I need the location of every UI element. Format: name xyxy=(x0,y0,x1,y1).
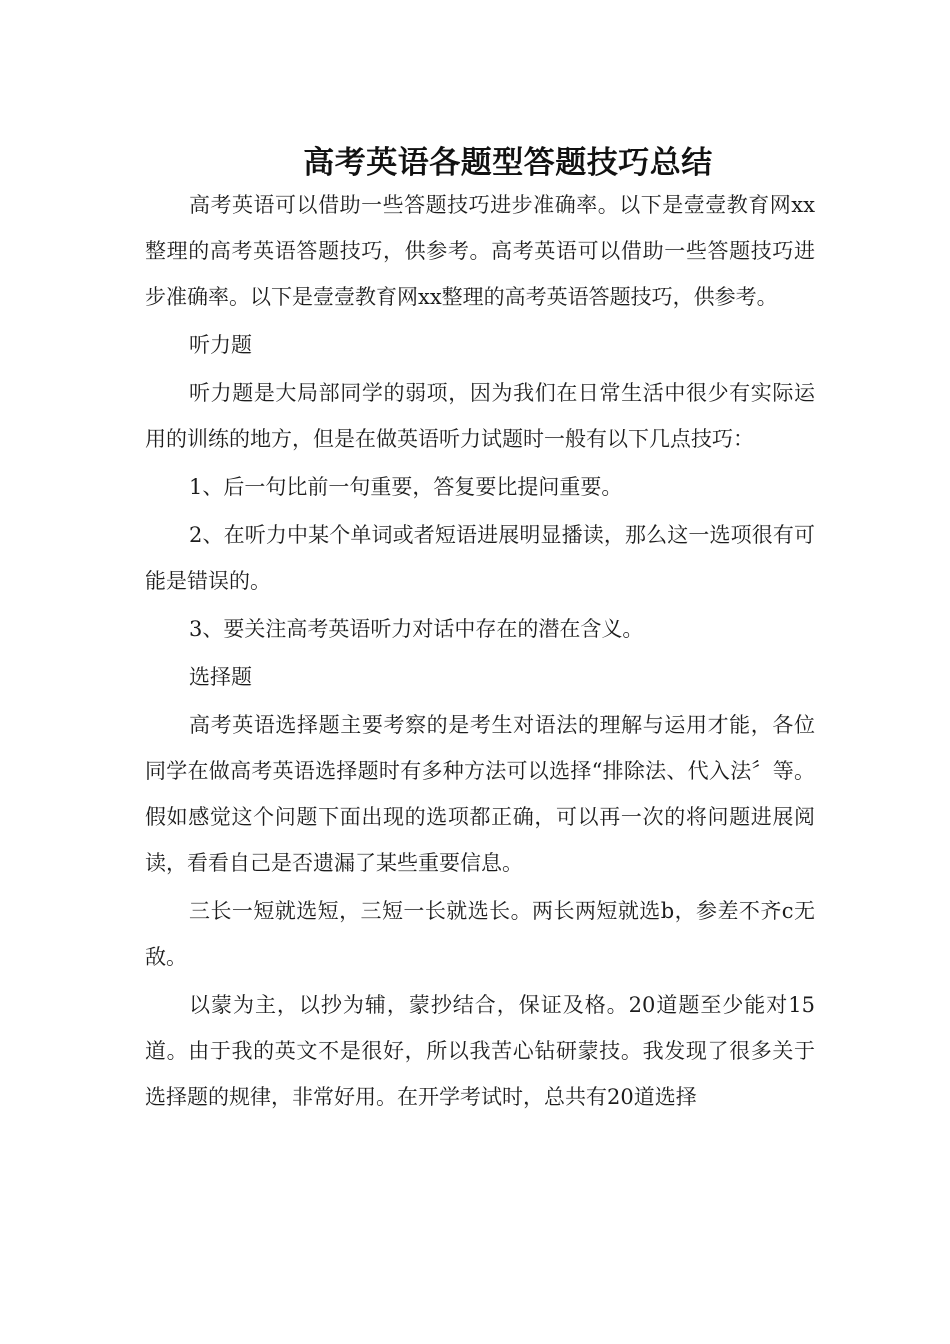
paragraph-guessing: 以蒙为主，以抄为辅，蒙抄结合，保证及格。20道题至少能对15道。由于我的英文不是很好，所以我苦心钻研蒙技。我发现了很多关于选择题的规律，非常好用。在开学考试时，总共有20道选择 xyxy=(145,993,815,1109)
section-heading-listening: 听力题 xyxy=(189,333,252,357)
paragraph-choice-rule: 三长一短就选短，三短一长就选长。两长两短就选b，参差不齐c无敌。 xyxy=(145,899,815,969)
listening-tip-1: 1、后一句比前一句重要，答复要比提问重要。 xyxy=(189,475,623,499)
document-title: 高考英语各题型答题技巧总结 xyxy=(303,144,713,181)
listening-tip-2: 2、在听力中某个单词或者短语进展明显播读，那么这一选项很有可能是错误的。 xyxy=(145,523,815,593)
section-heading-choice: 选择题 xyxy=(189,665,252,689)
document-body xyxy=(145,182,815,1120)
paragraph-intro: 高考英语可以借助一些答题技巧进步准确率。以下是壹壹教育网xx整理的高考英语答题技巧，供参考。高考英语可以借助一些答题技巧进步准确率。以下是壹壹教育网xx整理的高考英语答题技巧，供参考。 xyxy=(145,193,815,309)
listening-tip-3: 3、要关注高考英语听力对话中存在的潜在含义。 xyxy=(189,617,644,641)
paragraph-choice-intro: 高考英语选择题主要考察的是考生对语法的理解与运用才能，各位同学在做高考英语选择题时有多种方法可以选择“排除法、代入法〞等。假如感觉这个问题下面出现的选项都正确，可以再一次的将问题进展阅读，看看自己是否遗漏了某些重要信息。 xyxy=(145,713,815,875)
paragraph-listening-intro: 听力题是大局部同学的弱项，因为我们在日常生活中很少有实际运用的训练的地方，但是在做英语听力试题时一般有以下几点技巧： xyxy=(145,381,815,451)
